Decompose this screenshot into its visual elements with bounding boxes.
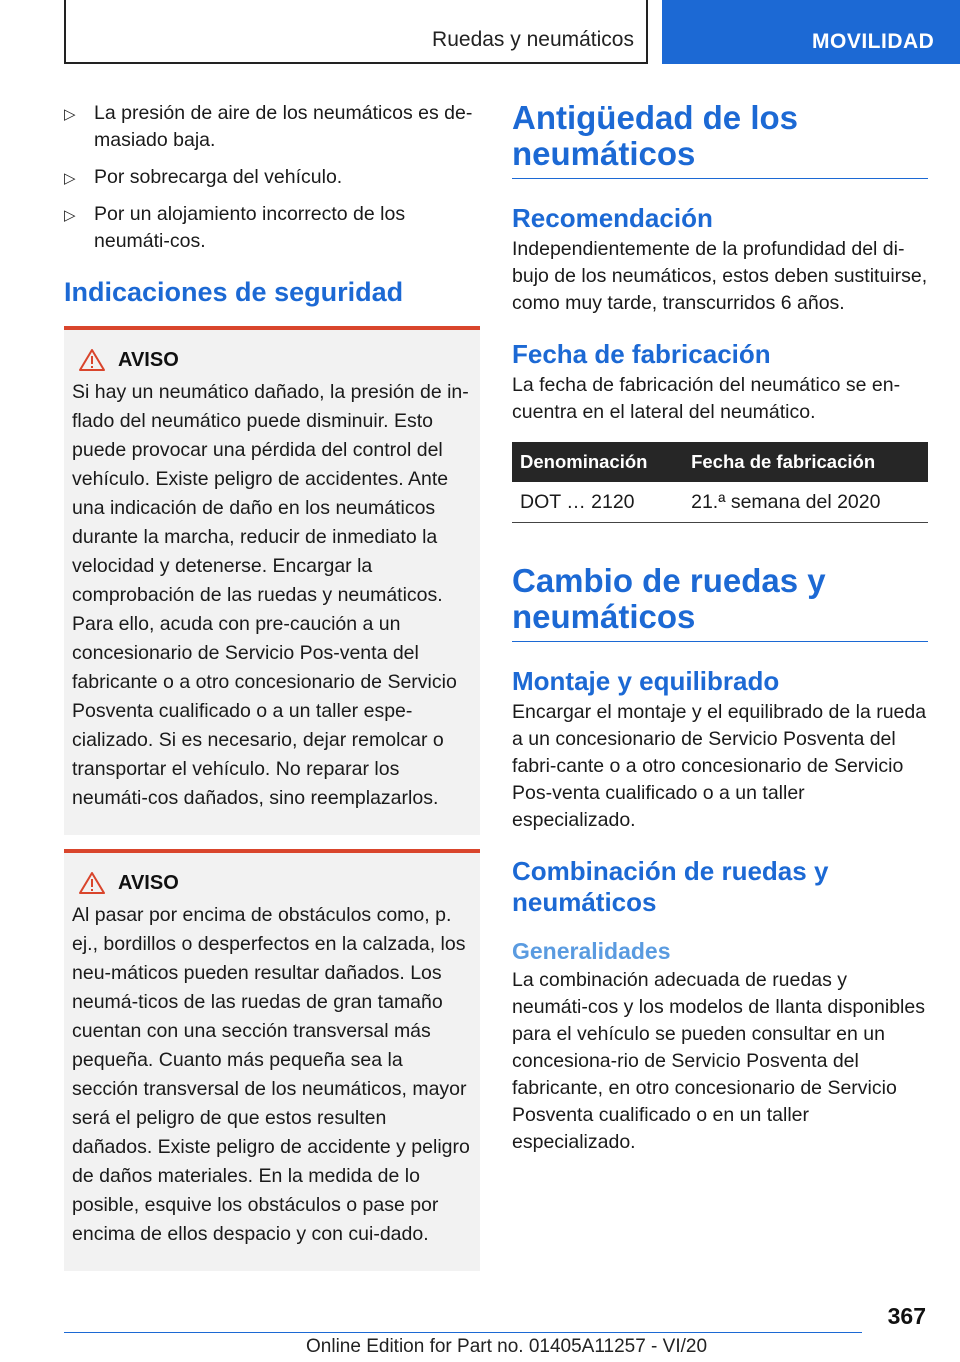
table-header: Fecha de fabricación bbox=[683, 442, 928, 482]
mounting-text: Encargar el montaje y el equilibrado de la rueda a un concesionario de Servicio Posventa del fabri-cante o a otro concesionario de Servicio Pos-venta cualificado o a un taller especializado. bbox=[512, 701, 927, 831]
notice-label: AVISO bbox=[118, 348, 179, 371]
warning-notice bbox=[64, 849, 480, 1271]
notice-header bbox=[72, 348, 472, 372]
notice-label: AVISO bbox=[118, 871, 179, 894]
mounting-title: Montaje y equilibrado bbox=[512, 666, 780, 696]
warning-notice bbox=[64, 326, 480, 835]
triangle-bullet-icon: ▷ bbox=[64, 207, 76, 224]
page-number: 367 bbox=[887, 1303, 926, 1329]
table-cell: 21.ª semana del 2020 bbox=[683, 482, 928, 523]
manufacture-date-title: Fecha de fabricación bbox=[512, 339, 771, 369]
list-item: ▷ La presión de aire de los neumáticos es de-masiado baja. bbox=[64, 102, 473, 151]
footer-divider bbox=[64, 1332, 862, 1333]
notice-header bbox=[72, 871, 472, 895]
warning-triangle-icon bbox=[78, 348, 106, 372]
manufacture-date-table bbox=[512, 442, 928, 523]
wheel-change-title: Cambio de ruedas y neumáticos bbox=[512, 563, 928, 642]
tire-age-title: Antigüedad de los neumáticos bbox=[512, 100, 928, 179]
cause-list bbox=[64, 100, 480, 255]
notice-text: Al pasar por encima de obstáculos como, p. ej., bordillos o desperfectos en la calzada, los neu-máticos pueden resultar dañados. Los neumá-ticos de las ruedas de gran tamaño cuentan con una sección transversal más pequeña. Cuanto más pequeña sea la sección transversal de los neumáticos, mayor será el peligro de que estos resulten dañados. Existe peligro de accidente y peligro de daños materiales. En la medida de lo posible, esquive los obstáculos o pase por encima de ellos despacio y con cui-dado. bbox=[72, 904, 470, 1245]
safety-title: Indicaciones de seguridad bbox=[64, 277, 404, 307]
header-section-tab bbox=[662, 0, 960, 64]
list-item: ▷ Por sobrecarga del vehículo. bbox=[64, 164, 480, 191]
table-cell: DOT … 2120 bbox=[512, 482, 683, 523]
notice-text: Si hay un neumático dañado, la presión de in-flado del neumático puede disminuir. Esto puede provocar una pérdida del control del vehículo. Existe peligro de accidentes. Ante una indicación de daño en los neumáticos durante la marcha, reducir de inmediato la velocidad y detenerse. Encargar la comprobación de las ruedas y neumáticos. Para ello, acuda con pre-caución a un concesionario de Servicio Pos-venta del fabricante o a otro concesionario de Servicio Posventa cualificado o a un taller espe-cializado. Si es necesario, dejar remolcar o transportar el vehículo. No reparar los neumáti-cos dañados, sino reemplazarlos. bbox=[72, 381, 469, 809]
recommendation-title: Recomendación bbox=[512, 203, 713, 233]
footer-edition: Online Edition for Part no. 01405A11257 - VI/20 bbox=[306, 1336, 708, 1357]
triangle-bullet-icon: ▷ bbox=[64, 106, 76, 123]
warning-triangle-icon bbox=[78, 871, 106, 895]
triangle-bullet-icon: ▷ bbox=[64, 170, 76, 187]
recommendation-text: Independientemente de la profundidad del di-bujo de los neumáticos, estos deben sustituirse, como muy tarde, transcurridos 6 años. bbox=[512, 238, 928, 314]
general-title: Generalidades bbox=[512, 938, 671, 964]
table-row bbox=[512, 482, 928, 523]
right-column bbox=[512, 100, 928, 1156]
header-title: Ruedas y neumáticos bbox=[432, 28, 634, 51]
combination-title: Combinación de ruedas y neumáticos bbox=[512, 856, 829, 917]
manufacture-date-text: La fecha de fabricación del neumático se en-cuentra en el lateral del neumático. bbox=[512, 374, 901, 423]
left-column bbox=[64, 100, 480, 1285]
general-text: La combinación adecuada de ruedas y neumáti-cos y los modelos de llanta disponibles para el vehículo se pueden consultar en un concesiona-rio de Servicio Posventa del fabricante, en otro concesionario de Servicio Posventa cualificado o en un taller especializado. bbox=[512, 969, 925, 1153]
table-header-row bbox=[512, 442, 928, 482]
header-section: MOVILIDAD bbox=[812, 30, 935, 53]
list-item: ▷ Por un alojamiento incorrecto de los neumáti-cos. bbox=[64, 203, 406, 252]
header-chapter-tab bbox=[64, 0, 648, 64]
table-header: Denominación bbox=[512, 442, 683, 482]
